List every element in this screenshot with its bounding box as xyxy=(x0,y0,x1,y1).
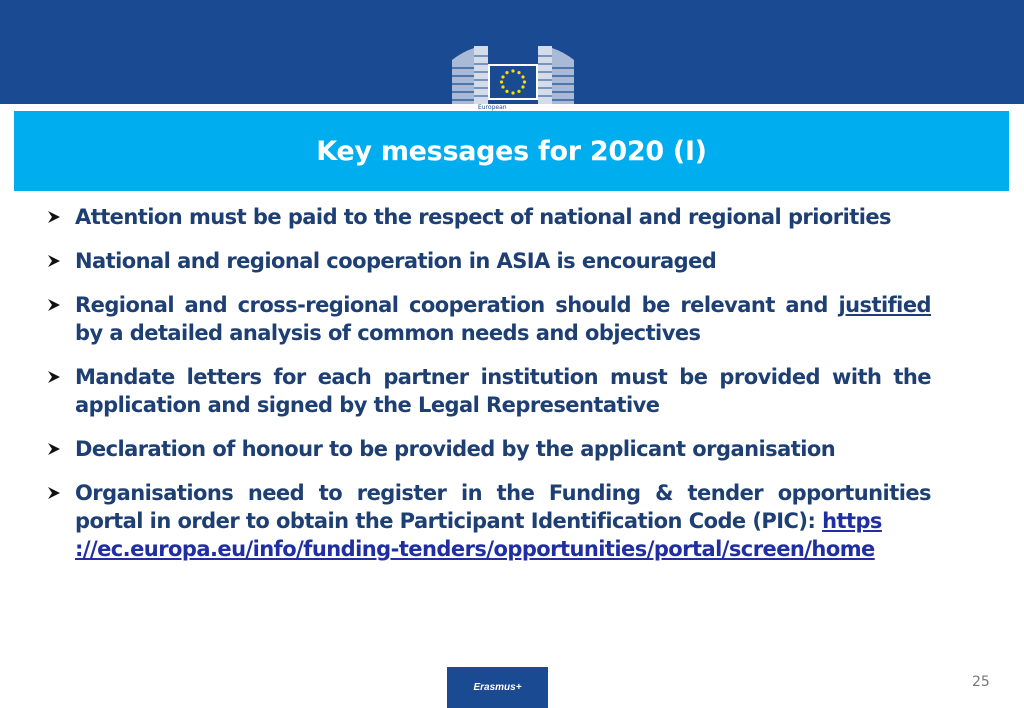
bullet-list xyxy=(44,203,931,579)
page-number: 25 xyxy=(972,674,990,690)
justified-link[interactable]: justified xyxy=(838,293,931,317)
arrowhead-bullet-icon xyxy=(47,486,61,500)
badge-text: Erasmus+ xyxy=(473,682,522,693)
bullet-text: Regional and cross-regional cooperation should be relevant and xyxy=(75,293,839,317)
bullet-text: Attention must be paid to the respect of national and regional priorities xyxy=(75,205,891,229)
bullet-item xyxy=(44,247,931,275)
bullet-item xyxy=(44,435,931,463)
portal-link-part-2[interactable]: ://ec.europa.eu/info/funding-tenders/opportunities/portal/screen/home xyxy=(75,537,875,561)
arrowhead-bullet-icon xyxy=(47,370,61,384)
bullet-text: Declaration of honour to be provided by the applicant organisation xyxy=(75,437,836,461)
european-commission-logo-icon xyxy=(448,38,578,116)
arrowhead-bullet-icon xyxy=(47,442,61,456)
slide-title: Key messages for 2020 (I) xyxy=(316,135,707,167)
bullet-text: Mandate letters for each partner institution must be provided with the application and signed by the Legal Representative xyxy=(75,365,931,417)
arrowhead-bullet-icon xyxy=(47,298,61,312)
logo-caption: European xyxy=(478,104,507,111)
erasmus-plus-badge xyxy=(447,667,548,708)
arrowhead-bullet-icon xyxy=(47,254,61,268)
arrowhead-bullet-icon xyxy=(47,210,61,224)
bullet-item xyxy=(44,203,931,231)
title-bar xyxy=(14,111,1009,191)
bullet-item xyxy=(44,479,931,563)
bullet-text: Organisations need to register in the Funding & tender opportunities portal in order to obtain the Participant Identification Code (PIC): xyxy=(75,481,931,533)
bullet-item xyxy=(44,291,931,347)
bullet-text: by a detailed analysis of common needs and objectives xyxy=(75,321,701,345)
bullet-item xyxy=(44,363,931,419)
bullet-text: National and regional cooperation in ASIA is encouraged xyxy=(75,249,717,273)
portal-link-part-1[interactable]: https xyxy=(822,509,882,533)
